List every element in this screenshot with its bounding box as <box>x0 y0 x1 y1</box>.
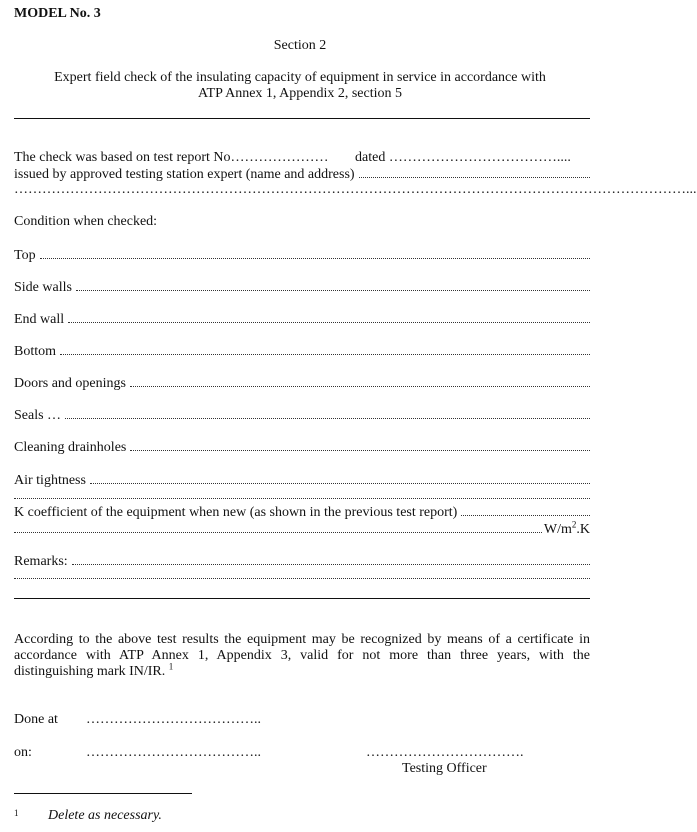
fill-line[interactable] <box>76 279 590 291</box>
test-report-field[interactable]: The check was based on test report No………………… <box>14 150 329 165</box>
on-label: on: <box>14 745 32 760</box>
fill-line[interactable] <box>461 504 590 516</box>
footnote-reference: 1 <box>168 661 174 672</box>
condition-label: Bottom <box>14 344 57 359</box>
condition-label: End wall <box>14 312 65 327</box>
fill-line[interactable] <box>68 311 590 323</box>
footnote-number: 1 <box>14 808 19 818</box>
conclusion-line1: According to the above test results the equipment may be recognized by means of a certificate in <box>14 632 590 647</box>
condition-row-top[interactable] <box>14 247 590 263</box>
testing-officer-label: Testing Officer <box>402 761 487 776</box>
issued-by-label: issued by approved testing station expert (name and address) <box>14 167 355 182</box>
condition-row-drainholes[interactable] <box>14 439 590 455</box>
remarks-row[interactable] <box>14 553 590 569</box>
condition-row-doors[interactable] <box>14 375 590 391</box>
condition-row-seals[interactable] <box>14 407 590 423</box>
header-divider <box>14 118 590 119</box>
footnote-text: Delete as necessary. <box>48 808 162 823</box>
dated-field[interactable]: dated ……………………………….... <box>355 150 571 165</box>
condition-label: Top <box>14 248 36 263</box>
fill-line[interactable] <box>60 343 590 355</box>
condition-label: Seals … <box>14 408 62 423</box>
conclusion-line3-wrap <box>14 661 174 680</box>
on-date-field[interactable]: ……………………………….. <box>86 745 261 760</box>
fill-line[interactable] <box>40 247 590 259</box>
condition-label: Air tightness <box>14 473 86 488</box>
fill-line[interactable] <box>65 407 590 419</box>
fill-line[interactable] <box>72 553 590 565</box>
k-value-fill-line[interactable] <box>14 521 542 533</box>
conclusion-line3: distinguishing mark IN/IR. <box>14 664 166 679</box>
fill-line[interactable] <box>90 472 590 484</box>
condition-row-bottom[interactable] <box>14 343 590 359</box>
done-at-label: Done at <box>14 712 58 727</box>
fill-line[interactable] <box>130 439 590 451</box>
section-title: Section 2 <box>273 38 327 53</box>
k-unit-sup: 2 <box>571 519 577 530</box>
condition-row-air-tightness[interactable] <box>14 472 590 488</box>
done-at-field[interactable]: ……………………………….. <box>86 712 261 727</box>
address-fill-line[interactable]: ………………………………………………………………………………………………………………………………... <box>14 182 697 197</box>
condition-row-end-wall[interactable] <box>14 311 590 327</box>
condition-row-side-walls[interactable] <box>14 279 590 295</box>
condition-label: Doors and openings <box>14 376 126 391</box>
model-number: MODEL No. 3 <box>14 6 101 21</box>
k-coefficient-row[interactable] <box>14 504 590 520</box>
remarks-line-2[interactable] <box>14 578 590 579</box>
issued-by-row[interactable] <box>14 166 590 182</box>
k-unit-tail: .K <box>576 522 590 537</box>
issued-by-fill-line[interactable] <box>359 166 590 178</box>
k-coefficient-value-row[interactable] <box>14 521 590 537</box>
officer-signature-field[interactable]: ……………………………. <box>366 745 524 760</box>
form-title-line1: Expert field check of the insulating capacity of equipment in service in accordance with <box>54 70 546 85</box>
k-unit <box>543 519 590 538</box>
conclusion-line2: accordance with ATP Annex 1, Appendix 3, valid for not more than three years, with the <box>14 648 590 663</box>
k-unit-main: W/m <box>543 522 572 537</box>
remarks-label: Remarks: <box>14 554 68 569</box>
condition-label: Cleaning drainholes <box>14 440 127 455</box>
form-title-line2: ATP Annex 1, Appendix 2, section 5 <box>197 86 403 101</box>
footnote-divider <box>14 793 192 794</box>
k-coefficient-label: K coefficient of the equipment when new (as shown in the previous test report) <box>14 505 458 520</box>
remarks-divider <box>14 598 590 599</box>
condition-label: Side walls <box>14 280 72 295</box>
fill-line[interactable] <box>130 375 590 387</box>
air-tightness-extra-line[interactable] <box>14 498 590 499</box>
condition-heading: Condition when checked: <box>14 214 158 229</box>
